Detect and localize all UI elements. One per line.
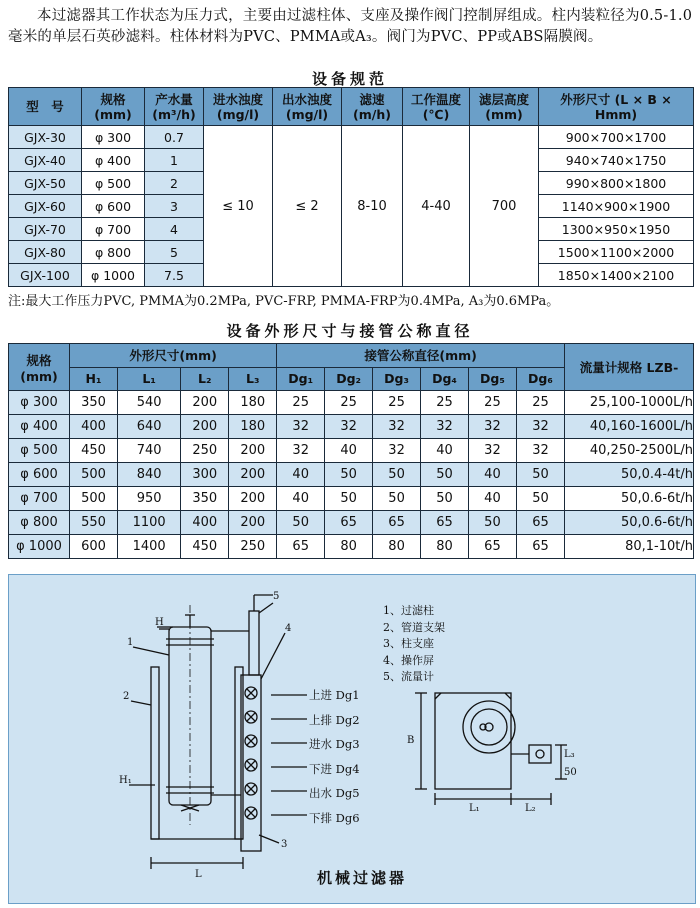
value-cell: 200	[181, 415, 229, 439]
flow-cell: 4	[145, 218, 204, 241]
layer-height-cell: 700	[470, 126, 539, 287]
port-label: 进水 Dg3	[309, 737, 360, 751]
value-cell: 25	[373, 391, 421, 415]
value-cell: 25	[516, 391, 564, 415]
valve-group	[245, 687, 257, 819]
value-cell: 50	[325, 463, 373, 487]
label-H: H	[155, 617, 164, 628]
value-cell: 65	[277, 535, 325, 559]
value-cell: 80	[421, 535, 469, 559]
intro-paragraph: 本过滤器其工作状态为压力式，主要由过滤柱体、支座及操作阀门控制屏组成。柱内装粒径为0.5-1.0毫米的单层石英砂滤料。柱体材料为PVC、PMMA或A₃。阀门为PVC、PP或ABS隔膜阀。	[8, 8, 693, 45]
value-cell: 400	[70, 415, 118, 439]
dims-cell: 990×800×1800	[539, 172, 694, 195]
legend-item: 2、管道支架	[383, 620, 445, 634]
model-cell: GJX-80	[9, 241, 82, 264]
value-cell: 50	[421, 487, 469, 511]
label-L3: L₃	[564, 749, 575, 760]
value-cell: 32	[373, 439, 421, 463]
value-cell: 50	[516, 487, 564, 511]
value-cell: 65	[325, 511, 373, 535]
value-cell: 450	[181, 535, 229, 559]
port-label: 下进 Dg4	[309, 761, 360, 776]
dims-cell: 1850×1400×2100	[539, 264, 694, 287]
top-view-flowmeter	[529, 745, 551, 763]
inlet-turbidity-cell: ≤ 10	[204, 126, 273, 287]
value-cell: 200	[229, 511, 277, 535]
label-3: 3	[281, 839, 288, 850]
spec-table-title: 设备规范	[311, 70, 388, 88]
group-header-row	[9, 344, 694, 368]
table-row	[9, 487, 694, 511]
label-H1: H₁	[119, 775, 132, 786]
port-labels	[309, 683, 360, 830]
value-cell: 32	[516, 415, 564, 439]
value-cell: 32	[277, 415, 325, 439]
table-row	[9, 535, 694, 559]
value-cell: 200	[229, 439, 277, 463]
value-cell: 400	[181, 511, 229, 535]
header-outer-size: 外形尺寸(mm)	[70, 344, 277, 368]
value-cell: 40	[421, 439, 469, 463]
spec-cell: φ 800	[82, 241, 145, 264]
value-cell: 65	[373, 511, 421, 535]
legend-item: 4、操作屏	[383, 653, 434, 667]
flowmeter-cell: 25,100-1000L/h	[565, 391, 694, 415]
table-row	[9, 391, 694, 415]
header-h1: H₁	[70, 367, 118, 391]
header-spec: 规格 (mm)	[9, 344, 70, 391]
spec-cell: φ 700	[82, 218, 145, 241]
table-row	[9, 439, 694, 463]
support-post-left	[151, 667, 159, 839]
spec-cell: φ 500	[9, 439, 70, 463]
spec-cell: φ 500	[82, 172, 145, 195]
value-cell: 350	[181, 487, 229, 511]
value-cell: 32	[516, 439, 564, 463]
value-cell: 50	[277, 511, 325, 535]
header-flowmeter: 流量计规格 LZB-	[565, 344, 694, 391]
value-cell: 80	[325, 535, 373, 559]
header-spec: 规格 (mm)	[82, 88, 145, 126]
model-cell: GJX-40	[9, 149, 82, 172]
value-cell: 640	[117, 415, 180, 439]
label-1: 1	[127, 637, 134, 648]
flowmeter	[249, 611, 259, 675]
header-inlet-turbidity: 进水浊度 (mg/l)	[204, 88, 273, 126]
value-cell: 550	[70, 511, 118, 535]
value-cell: 450	[70, 439, 118, 463]
header-model: 型 号	[9, 88, 82, 126]
flow-cell: 3	[145, 195, 204, 218]
spec-cell: φ 800	[9, 511, 70, 535]
value-cell: 840	[117, 463, 180, 487]
support-post-right	[235, 667, 243, 839]
legend-item: 1、过滤柱	[383, 604, 434, 617]
value-cell: 50	[468, 511, 516, 535]
header-dg5: Dg₅	[468, 367, 516, 391]
spec-cell: φ 300	[82, 126, 145, 149]
header-dg6: Dg₆	[516, 367, 564, 391]
temp-cell: 4-40	[403, 126, 470, 287]
value-cell: 40	[277, 463, 325, 487]
spec-cell: φ 600	[82, 195, 145, 218]
value-cell: 32	[277, 439, 325, 463]
header-outlet-turbidity: 出水浊度 (mg/l)	[273, 88, 342, 126]
value-cell: 65	[421, 511, 469, 535]
value-cell: 65	[516, 535, 564, 559]
value-cell: 350	[70, 391, 118, 415]
dims-cell: 1500×1100×2000	[539, 241, 694, 264]
header-dimensions: 外形尺寸 (L × B × Hmm)	[539, 88, 694, 126]
speed-cell: 8-10	[342, 126, 403, 287]
header-pipe-diameter: 接管公称直径(mm)	[277, 344, 565, 368]
flow-cell: 2	[145, 172, 204, 195]
value-cell: 50	[516, 463, 564, 487]
value-cell: 200	[229, 463, 277, 487]
value-cell: 50	[373, 463, 421, 487]
port-label: 上排 Dg2	[309, 712, 360, 727]
value-cell: 250	[229, 535, 277, 559]
spec-cell: φ 1000	[9, 535, 70, 559]
value-cell: 1400	[117, 535, 180, 559]
header-flow: 产水量 (m³/h)	[145, 88, 204, 126]
label-2: 2	[123, 691, 130, 702]
value-cell: 40	[468, 487, 516, 511]
flowmeter-cell: 50,0.6-6t/h	[565, 511, 694, 535]
spec-cell: φ 400	[9, 415, 70, 439]
spec-cell: φ 1000	[82, 264, 145, 287]
port-label: 出水 Dg5	[309, 786, 360, 800]
label-5: 5	[273, 591, 280, 602]
model-cell: GJX-30	[9, 126, 82, 149]
dimension-table-title: 设备外形尺寸与接管公称直径	[226, 322, 474, 340]
table-row	[9, 511, 694, 535]
table-row	[9, 126, 694, 149]
label-B: B	[407, 735, 415, 746]
value-cell: 80	[373, 535, 421, 559]
table-row	[9, 415, 694, 439]
header-l2: L₂	[181, 367, 229, 391]
value-cell: 180	[229, 391, 277, 415]
flow-cell: 1	[145, 149, 204, 172]
operation-panel	[241, 675, 261, 851]
legend-item: 3、柱支座	[383, 637, 434, 650]
legend-item: 5、流量计	[383, 670, 434, 683]
header-dg4: Dg₄	[421, 367, 469, 391]
dims-cell: 1300×950×1950	[539, 218, 694, 241]
table-row	[9, 463, 694, 487]
label-4: 4	[285, 623, 292, 634]
dims-cell: 940×740×1750	[539, 149, 694, 172]
value-cell: 50	[421, 463, 469, 487]
value-cell: 500	[70, 487, 118, 511]
flowmeter-cell: 80,1-10t/h	[565, 535, 694, 559]
port-label: 下排 Dg6	[309, 810, 360, 825]
value-cell: 600	[70, 535, 118, 559]
value-cell: 25	[468, 391, 516, 415]
dims-cell: 1140×900×1900	[539, 195, 694, 218]
spec-cell: φ 300	[9, 391, 70, 415]
value-cell: 40	[325, 439, 373, 463]
header-layer-height: 滤层高度 (mm)	[470, 88, 539, 126]
header-dg3: Dg₃	[373, 367, 421, 391]
port-label: 上进 Dg1	[309, 688, 360, 702]
label-L2: L₂	[525, 803, 536, 814]
value-cell: 40	[277, 487, 325, 511]
spec-cell: φ 400	[82, 149, 145, 172]
value-cell: 500	[70, 463, 118, 487]
dims-cell: 900×700×1700	[539, 126, 694, 149]
value-cell: 25	[277, 391, 325, 415]
label-L: L	[195, 869, 202, 880]
model-cell: GJX-70	[9, 218, 82, 241]
legend	[383, 603, 445, 686]
label-L1: L₁	[469, 803, 480, 814]
flowmeter-cell: 50,0.4-4t/h	[565, 463, 694, 487]
value-cell: 740	[117, 439, 180, 463]
value-cell: 25	[421, 391, 469, 415]
model-cell: GJX-60	[9, 195, 82, 218]
model-cell: GJX-50	[9, 172, 82, 195]
value-cell: 1100	[117, 511, 180, 535]
spec-table	[8, 87, 694, 287]
spec-cell: φ 600	[9, 463, 70, 487]
value-cell: 50	[373, 487, 421, 511]
value-cell: 300	[181, 463, 229, 487]
outlet-turbidity-cell: ≤ 2	[273, 126, 342, 287]
flowmeter-cell: 40,160-1600L/h	[565, 415, 694, 439]
header-l1: L₁	[117, 367, 180, 391]
flow-cell: 0.7	[145, 126, 204, 149]
value-cell: 200	[229, 487, 277, 511]
header-dg1: Dg₁	[277, 367, 325, 391]
value-cell: 540	[117, 391, 180, 415]
header-temp: 工作温度 (℃)	[403, 88, 470, 126]
header-dg2: Dg₂	[325, 367, 373, 391]
spec-table-header	[9, 88, 694, 126]
spec-cell: φ 700	[9, 487, 70, 511]
header-l3: L₃	[229, 367, 277, 391]
value-cell: 950	[117, 487, 180, 511]
header-speed: 滤速 (m/h)	[342, 88, 403, 126]
value-cell: 65	[468, 535, 516, 559]
value-cell: 40	[468, 463, 516, 487]
pressure-note: 注:最大工作压力PVC, PMMA为0.2MPa, PVC-FRP, PMMA-FRP为0.4MPa, A₃为0.6MPa。	[8, 294, 560, 309]
value-cell: 32	[373, 415, 421, 439]
value-cell: 250	[181, 439, 229, 463]
value-cell: 32	[421, 415, 469, 439]
value-cell: 180	[229, 415, 277, 439]
filter-diagram	[8, 574, 696, 904]
flow-cell: 5	[145, 241, 204, 264]
dimension-table	[8, 343, 694, 559]
flowmeter-cell: 40,250-2500L/h	[565, 439, 694, 463]
value-cell: 65	[516, 511, 564, 535]
label-50: 50	[564, 767, 577, 778]
value-cell: 32	[468, 439, 516, 463]
diagram-title: 机械过滤器	[317, 869, 408, 887]
value-cell: 50	[325, 487, 373, 511]
value-cell: 25	[325, 391, 373, 415]
flowmeter-cell: 50,0.6-6t/h	[565, 487, 694, 511]
model-cell: GJX-100	[9, 264, 82, 287]
value-cell: 200	[181, 391, 229, 415]
flow-cell: 7.5	[145, 264, 204, 287]
value-cell: 32	[468, 415, 516, 439]
value-cell: 32	[325, 415, 373, 439]
